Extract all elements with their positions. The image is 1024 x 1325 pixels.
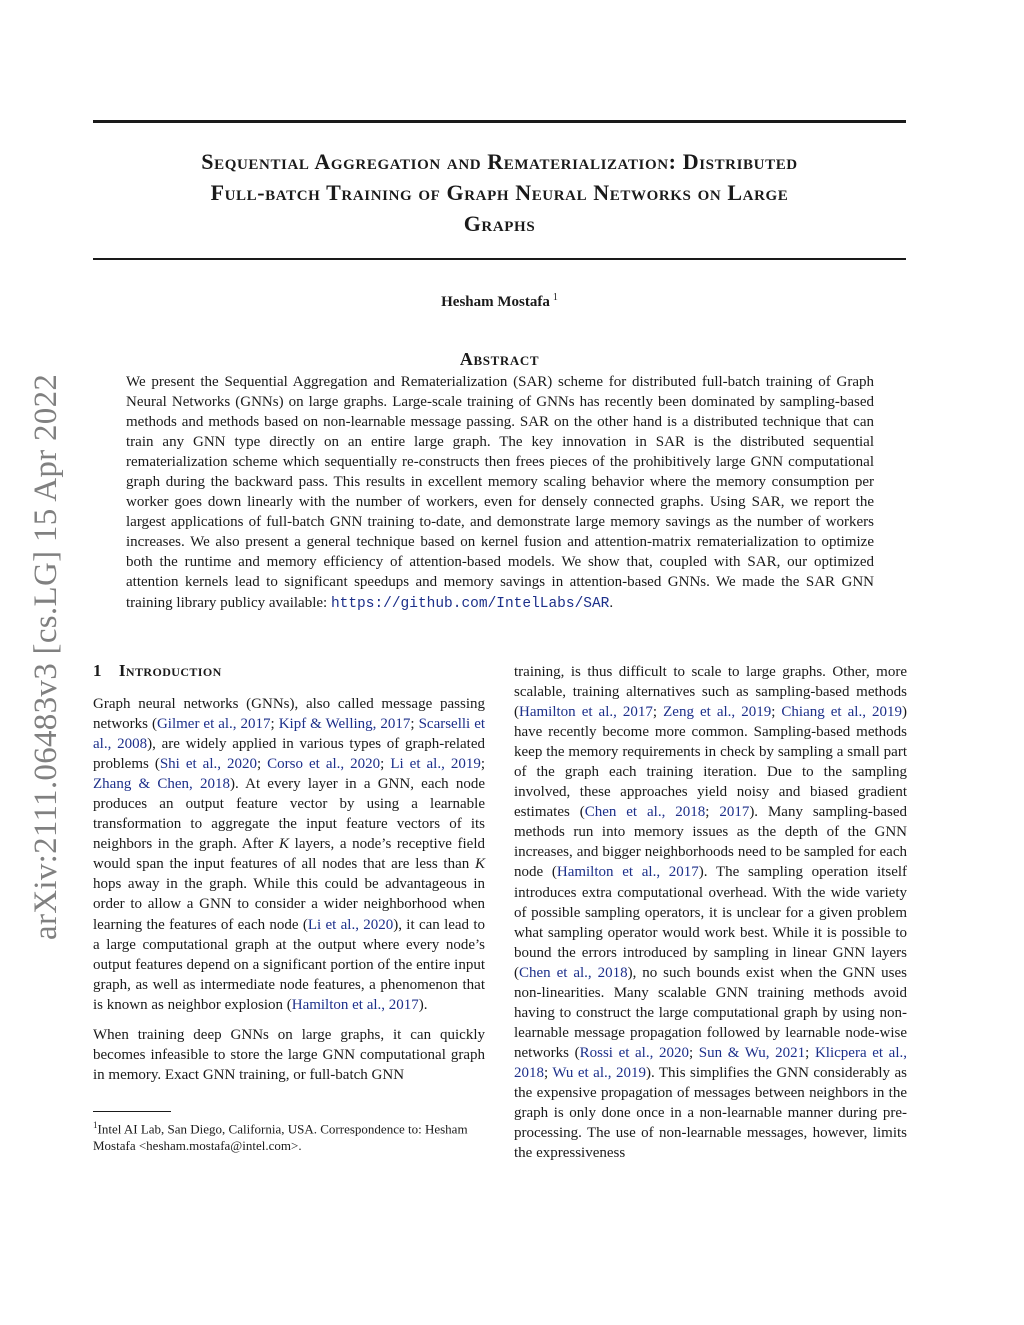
text-span: ) have recently become more common. Sampling-based methods keep the memory requirements in check by sampling a small part of the graph each training iteration. Due to the sampling involved, these approaches yield noisy and biased gradient estimates ( <box>514 704 907 821</box>
library-link[interactable]: https://github.com/IntelLabs/SAR <box>330 595 610 612</box>
footnote <box>93 1117 493 1154</box>
title-line-1: Sequential Aggregation and Rematerialization: Distributed <box>201 149 798 174</box>
title-bottom-rule <box>93 258 906 260</box>
text-span: ). At every layer in a GNN, each node produces an output feature vector by using a learnable transformation to aggregate the input feature vectors of its neighbors in the graph. After <box>93 776 485 853</box>
separator: ; <box>705 804 720 821</box>
citation-link[interactable]: Gilmer et al., 2017 <box>156 716 271 733</box>
text-span: ), no such bounds exist when the GNN uses non-linearities. Many scalable GNN training methods avoid having to construct the large computational graph by using non-learnable message propagation followed by learnable node-wise networks ( <box>514 964 907 1061</box>
text-span: ), are widely applied in various types of graph-related problems ( <box>93 736 486 773</box>
citation-link[interactable]: Rossi et al., 2020 <box>579 1044 689 1061</box>
citation-link[interactable]: Chiang et al., 2019 <box>781 704 902 721</box>
separator: ; <box>410 716 419 733</box>
intro-paragraph-1 <box>93 694 485 1015</box>
section-number: 1 <box>93 661 102 680</box>
citation-link[interactable]: Chen et al., 2018 <box>519 964 628 981</box>
text-span: ). This simplifies the GNN considerably as the expensive propagation of messages between neighbors in the graph is only done once in a non-learnable manner during pre-processing. The use of non-learnable messages, however, limits the expressiveness <box>514 1064 907 1162</box>
citation-link[interactable]: Hamilton et al., 2017 <box>519 704 653 721</box>
citation-link[interactable]: Li et al., 2020 <box>307 916 394 933</box>
citation-link[interactable]: Zeng et al., 2019 <box>663 704 772 721</box>
separator: ; <box>544 1064 553 1081</box>
citation-link[interactable]: Shi et al., 2020 <box>159 756 257 773</box>
footnote-mark: 1 <box>93 1120 98 1130</box>
abstract-text <box>126 372 874 614</box>
citation-link[interactable]: Zhang & Chen, 2018 <box>93 776 230 793</box>
separator: ; <box>771 704 782 721</box>
text-span: Graph neural networks (GNNs), also called message passing networks ( <box>93 696 485 733</box>
text-span: ), it can lead to a large computational graph at the output where every node’s output features depend on a significant portion of the entire input graph, as well as intermediate node features, a phenomenon that is known as neighbor explosion ( <box>93 916 486 1013</box>
left-column <box>93 694 485 1085</box>
separator: ; <box>270 716 279 733</box>
footnote-rule <box>93 1111 171 1112</box>
separator: ; <box>257 756 268 773</box>
citation-link[interactable]: Wu et al., 2019 <box>552 1064 646 1081</box>
title-top-rule <box>93 120 906 123</box>
text-span: ). Many sampling-based methods run into memory issues as the depth of the GNN increases, and bigger neighborhoods need to be sampled for each node ( <box>514 804 907 881</box>
author-name: Hesham Mostafa <box>441 294 550 310</box>
separator: ; <box>688 1044 699 1061</box>
abstract-body: We present the Sequential Aggregation and Rematerialization (SAR) scheme for distributed full-batch training of Graph Neural Networks (GNNs) on large graphs. Large-scale training of GNNs has recently been dominated by sampling-based methods and methods based on non-learnable message passing. SAR on the other hand is a distributed technique that can train any GNN type directly on an entire large graph. The key innovation in SAR is the distributed sequential rematerialization scheme which sequentially re-constructs then frees pieces of the prohibitively large GNN computational graph during the backward pass. This results in excellent memory scaling behavior where the memory consumption per worker goes down linearly with the number of workers, even for densely connected graphs. Using SAR, we report the largest applications of full-batch GNN training to-date, and demonstrate large memory savings as the number of workers increases. We also present a general technique based on kernel fusion and attention-matrix rematerialization to optimize both the runtime and memory efficiency of attention-based models. We show that, coupled with SAR, our optimized attention kernels lead to significant speedups and memory savings in attention-based GNNs. We made the SAR GNN training library publicy available: <box>126 374 874 611</box>
section-heading <box>93 661 222 681</box>
separator: ; <box>652 704 664 721</box>
paper-title <box>93 146 906 239</box>
citation-link[interactable]: Hamilton et al., 2017 <box>291 996 419 1013</box>
separator: ; <box>805 1044 815 1061</box>
text-span: ). <box>418 996 428 1013</box>
separator: ; <box>480 756 485 773</box>
text-span: hops away in the graph. While this could be advantageous in order to allow a GNN to consider a wider neighborhood when learning the features of each node ( <box>93 876 485 933</box>
text-span: layers, a node’s receptive field would span the input features of all nodes that are less than <box>93 836 485 873</box>
citation-link[interactable]: Kipf & Welling, 2017 <box>278 716 411 733</box>
right-column <box>514 662 907 1163</box>
math-k: K <box>474 856 485 873</box>
title-line-2: Full-batch Training of Graph Neural Networks on Large <box>210 180 789 205</box>
citation-link[interactable]: 2017 <box>719 804 750 821</box>
citation-link[interactable]: Corso et al., 2020 <box>267 756 381 773</box>
separator: ; <box>380 756 391 773</box>
citation-link[interactable]: Scarselli et al., 2008 <box>93 716 486 753</box>
abstract-end: . <box>609 594 614 611</box>
citation-link[interactable]: Hamilton et al., 2017 <box>556 864 699 881</box>
arxiv-stamp: arXiv:2111.06483v3 [cs.LG] 15 Apr 2022 <box>28 373 64 940</box>
citation-link[interactable]: Sun & Wu, 2021 <box>698 1044 806 1061</box>
citation-link[interactable]: Chen et al., 2018 <box>584 804 706 821</box>
section-title: Introduction <box>118 661 222 680</box>
citation-link[interactable]: Klicpera et al., 2018 <box>514 1044 907 1081</box>
author-affiliation-mark: 1 <box>552 292 558 303</box>
author <box>93 292 906 311</box>
math-k: K <box>279 836 290 853</box>
intro-paragraph-2: When training deep GNNs on large graphs, it can quickly becomes infeasible to store the large GNN computational graph in memory. Exact GNN training, or full-batch GNN <box>93 1026 485 1083</box>
text-span: training, is thus difficult to scale to large graphs. Other, more scalable, training alternatives such as sampling-based methods ( <box>514 664 907 721</box>
intro-paragraph-3 <box>514 662 907 1163</box>
citation-link[interactable]: Li et al., 2019 <box>390 756 481 773</box>
text-span: ). The sampling operation itself introduces extra computational overhead. With the wide variety of possible sampling operators, it is unclear for a given problem what sampling operator would work best. While it is possible to bound the errors introduced by sampling in linear GNN layers ( <box>514 864 908 981</box>
title-line-3: Graphs <box>463 211 536 236</box>
footnote-text: Intel AI Lab, San Diego, California, USA. Correspondence to: Hesham Mostafa <hesham.mostafa@intel.com>. <box>93 1121 468 1154</box>
abstract-heading: Abstract <box>459 349 540 369</box>
